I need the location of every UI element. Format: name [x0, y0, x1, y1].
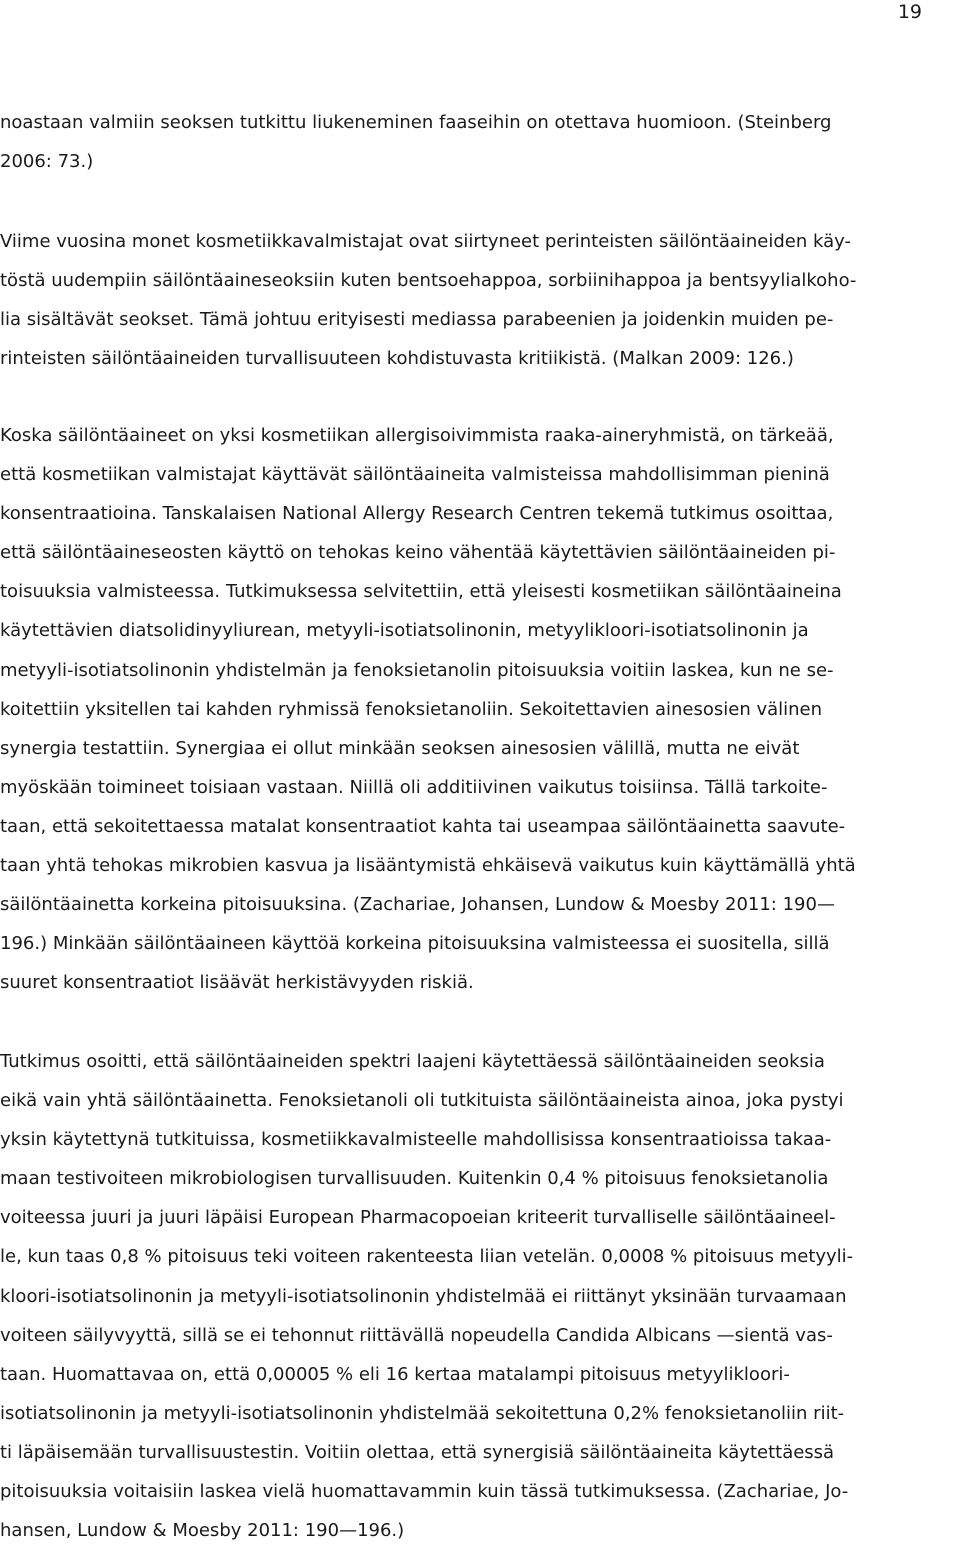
text-line: käytettävien diatsolidinyyliurean, metyyli-isotiatsolinonin, metyylikloori-isotiatsolinonin ja [0, 620, 809, 642]
paragraph [0, 103, 952, 181]
text-line: le, kun taas 0,8 % pitoisuus teki voiteen rakenteesta liian vetelän. 0,0008 % pitoisuus metyyli- [0, 1246, 854, 1268]
paragraph [0, 416, 952, 1002]
text-line: taan, että sekoitettaessa matalat konsentraatiot kahta tai useampaa säilöntäainetta saavute- [0, 815, 846, 837]
text-line: taan yhtä tehokas mikrobien kasvua ja lisääntymistä ehkäisevä vaikutus kuin käyttämällä yhtä [0, 855, 856, 877]
text-line: isotiatsolinonin ja metyyli-isotiatsolinonin yhdistelmää sekoitettuna 0,2% fenoksietanoliin riit- [0, 1402, 845, 1424]
text-line: 196.) Minkään säilöntäaineen käyttöä korkeina pitoisuuksina valmisteessa ei suositella, sillä [0, 933, 830, 955]
page-number: 19 [897, 1, 922, 23]
text-line: Viime vuosina monet kosmetiikkavalmistajat ovat siirtyneet perinteisten säilöntäaineiden käy- [0, 231, 851, 252]
text-line: metyyli-isotiatsolinonin yhdistelmän ja fenoksietanolin pitoisuuksia voitiin laskea, kun ne se- [0, 659, 834, 681]
text-line: koitettiin yksitellen tai kahden ryhmissä fenoksietanoliin. Sekoitettavien ainesosien välinen [0, 698, 823, 720]
text-line: voiteessa juuri ja juuri läpäisi European Pharmacopoeian kriteerit turvalliselle säilöntäaineel- [0, 1207, 836, 1229]
text-line: kloori-isotiatsolinonin ja metyyli-isotiatsolinonin yhdistelmää ei riittänyt yksinään turvaamaan [0, 1285, 847, 1307]
text-line: että säilöntäaineseosten käyttö on tehokas keino vähentää käytettävien säilöntäaineiden pi- [0, 542, 836, 564]
text-line: noastaan valmiin seoksen tutkittu liukeneminen faaseihin on otettava huomioon. (Steinberg [0, 112, 832, 133]
text-line: konsentraatioina. Tanskalaisen National Allergy Research Centren tekemä tutkimus osoittaa, [0, 503, 834, 525]
text-line: hansen, Lundow & Moesby 2011: 190—196.) [0, 1520, 405, 1542]
text-line: Tutkimus osoitti, että säilöntäaineiden spektri laajeni käytettäessä säilöntäaineiden seoksia [0, 1051, 825, 1072]
text-line: eikä vain yhtä säilöntäainetta. Fenoksietanoli oli tutkituista säilöntäaineista ainoa, joka pystyi [0, 1090, 844, 1112]
paragraph [0, 1042, 952, 1550]
text-line: maan testivoiteen mikrobiologisen turvallisuuden. Kuitenkin 0,4 % pitoisuus fenoksietanolia [0, 1168, 829, 1190]
text-line: töstä uudempiin säilöntäaineseoksiin kuten bentsoehappoa, sorbiinihappoa ja bentsyylialkoho- [0, 270, 857, 292]
text-line: taan. Huomattavaa on, että 0,00005 % eli 16 kertaa matalampi pitoisuus metyylikloori- [0, 1363, 790, 1385]
text-line: rinteisten säilöntäaineiden turvallisuuteen kohdistuvasta kritiikistä. (Malkan 2009: 126.) [0, 348, 794, 370]
text-line: yksin käytettynä tutkituissa, kosmetiikkavalmisteelle mahdollisissa konsentraatioissa takaa- [0, 1129, 832, 1151]
text-line: voiteen säilyvyyttä, sillä se ei tehonnut riittävällä nopeudella Candida Albicans —sientä vas- [0, 1324, 833, 1346]
text-line: että kosmetiikan valmistajat käyttävät säilöntäaineita valmisteissa mahdollisimman pieninä [0, 464, 830, 486]
text-line: suuret konsentraatiot lisäävät herkistävyyden riskiä. [0, 972, 474, 994]
text-line: Koska säilöntäaineet on yksi kosmetiikan allergisoivimmista raaka-aineryhmistä, on tärkeää, [0, 425, 834, 446]
text-line: 2006: 73.) [0, 151, 94, 173]
text-line: ti läpäisemään turvallisuustestin. Voitiin olettaa, että synergisiä säilöntäaineita käytettäessä [0, 1441, 835, 1463]
paragraph [0, 222, 952, 378]
text-line: synergia testattiin. Synergiaa ei ollut minkään seoksen ainesosien välillä, mutta ne eivät [0, 737, 800, 759]
text-line: pitoisuuksia voitaisiin laskea vielä huomattavammin kuin tässä tutkimuksessa. (Zachariae, Jo- [0, 1481, 849, 1503]
text-line: säilöntäainetta korkeina pitoisuuksina. (Zachariae, Johansen, Lundow & Moesby 2011: 190— [0, 894, 835, 916]
text-line: toisuuksia valmisteessa. Tutkimuksessa selvitettiin, että yleisesti kosmetiikan säilöntäaineina [0, 581, 842, 603]
text-line: myöskään toimineet toisiaan vastaan. Niillä oli additiivinen vaikutus toisiinsa. Tällä tarkoite- [0, 776, 828, 798]
text-line: lia sisältävät seokset. Tämä johtuu erityisesti mediassa parabeenien ja joidenkin muiden pe- [0, 309, 834, 331]
